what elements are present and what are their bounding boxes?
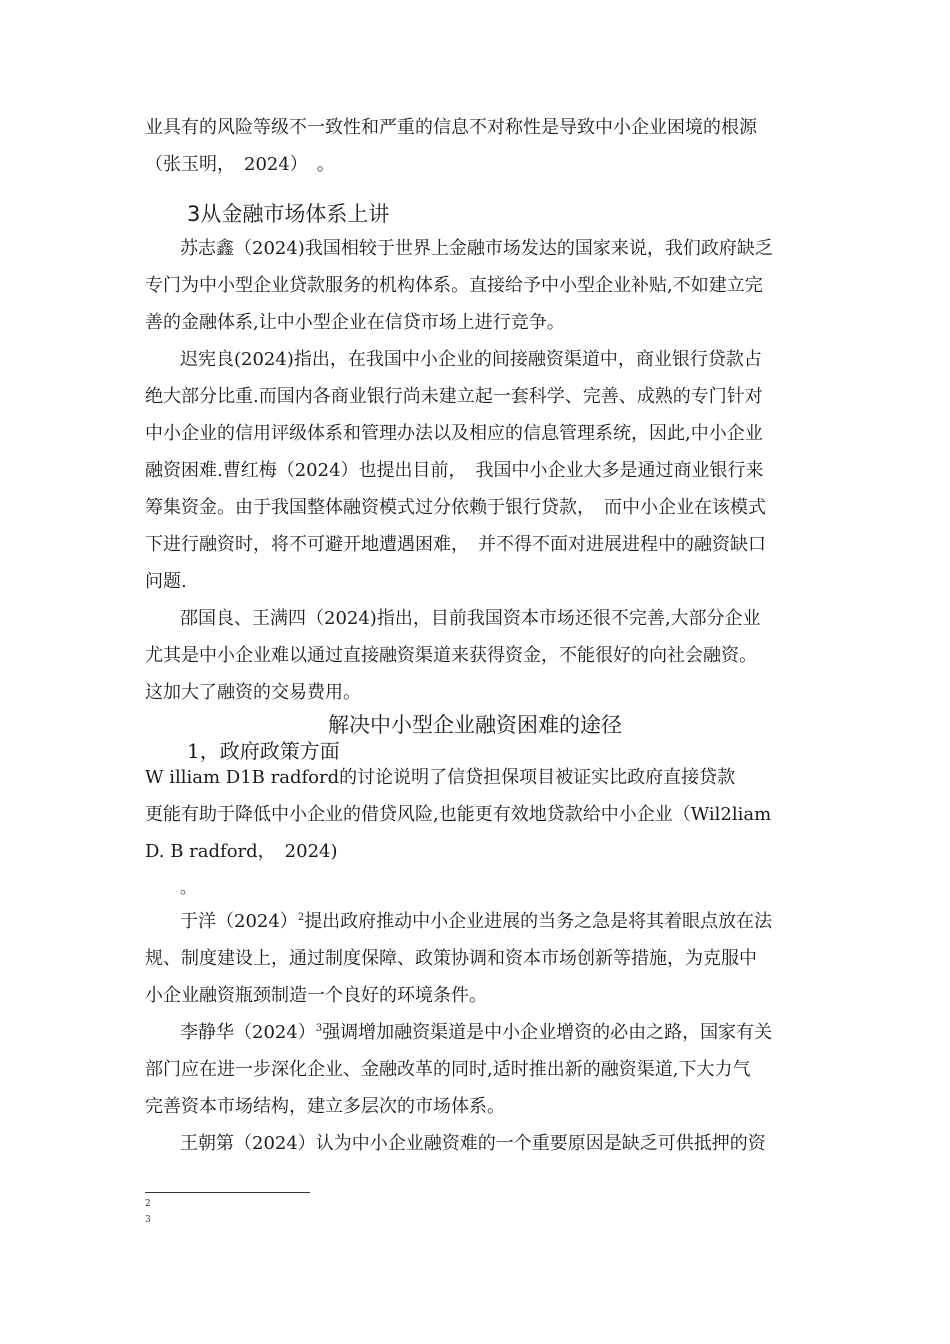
- subsection-heading: 1，政府政策方面: [187, 739, 340, 763]
- text-line: 完善资本市场结构，建立多层次的市场体系。: [145, 1096, 505, 1117]
- text-line: 下进行融资时，将不可避开地遭遇困难， 并不得不面对进展进程中的融资缺口: [145, 534, 766, 555]
- footnote-number: 3: [145, 1215, 151, 1225]
- text-line: 筹集资金。由于我国整体融资模式过分依赖于银行贷款， 而中小企业在该模式: [145, 497, 766, 518]
- text-line: [180, 1021, 820, 1045]
- text-line: （张玉明， 2024） 。: [145, 154, 335, 175]
- citation-text: 李静华（2024）: [180, 1022, 316, 1043]
- text-line: 融资困难.曹红梅（2024）也提出目前， 我国中小企业大多是通过商业银行来: [145, 460, 764, 481]
- text-line: 规、制度建设上，通过制度保障、政策协调和资本市场创新等措施，为克服中: [145, 948, 757, 969]
- text-line: 王朝第（2024）认为中小企业融资难的一个重要原因是缺乏可供抵押的资: [180, 1133, 766, 1154]
- text-line: 更能有助于降低中小企业的借贷风险,也能更有效地贷款给中小企业（Wil2liam: [145, 804, 772, 825]
- text-line: 。: [180, 878, 197, 897]
- text-line: 迟宪良(2024)指出，在我国中小企业的间接融资渠道中，商业银行贷款占: [180, 349, 762, 370]
- body-text: 提出政府推动中小企业进展的当务之急是将其着眼点放在法: [304, 911, 773, 932]
- text-line: D. B radford， 2024): [145, 841, 338, 862]
- text-line: 专门为中小型企业贷款服务的机构体系。直接给予中小型企业补贴,不如建立完: [145, 275, 763, 296]
- text-line: 部门应在进一步深化企业、金融改革的同时,适时推出新的融资渠道,下大力气: [145, 1059, 751, 1080]
- section-heading: 3从金融市场体系上讲: [187, 202, 390, 226]
- text-line: 尤其是中小企业难以通过直接融资渠道来获得资金，不能很好的向社会融资。: [145, 645, 757, 666]
- text-line: 绝大部分比重.而国内各商业银行尚未建立起一套科学、完善、成熟的专门针对: [145, 386, 763, 407]
- text-line: [180, 910, 820, 934]
- footnote-marker: 3: [315, 1023, 323, 1034]
- text-line: 问题.: [145, 571, 187, 592]
- text-line: 业具有的风险等级不一致性和严重的信息不对称性是导致中小企业困境的根源: [145, 117, 757, 138]
- section-title: 解决中小型企业融资困难的途径: [328, 713, 622, 737]
- footnote-marker: 2: [297, 912, 305, 923]
- text-line: 善的金融体系,让中小型企业在信贷市场上进行竞争。: [145, 312, 565, 333]
- footnote-number: 2: [145, 1199, 151, 1209]
- text-line: 苏志鑫（2024)我国相较于世界上金融市场发达的国家来说，我们政府缺乏: [180, 238, 773, 259]
- text-line: 邵国良、王满四（2024)指出，目前我国资本市场还很不完善,大部分企业: [180, 608, 761, 629]
- body-text: 强调增加融资渠道是中小企业增资的必由之路，国家有关: [322, 1022, 773, 1043]
- citation-text: 于洋（2024）: [180, 911, 298, 932]
- text-line: W illiam D1B radford的讨论说明了信贷担保项目被证实比政府直接贷款: [145, 767, 736, 788]
- text-line: 这加大了融资的交易费用。: [145, 682, 361, 703]
- footnote-divider: [145, 1192, 310, 1193]
- text-line: 中小企业的信用评级体系和管理办法以及相应的信息管理系统，因此,中小企业: [145, 423, 763, 444]
- text-line: 小企业融资瓶颈制造一个良好的环境条件。: [145, 985, 487, 1006]
